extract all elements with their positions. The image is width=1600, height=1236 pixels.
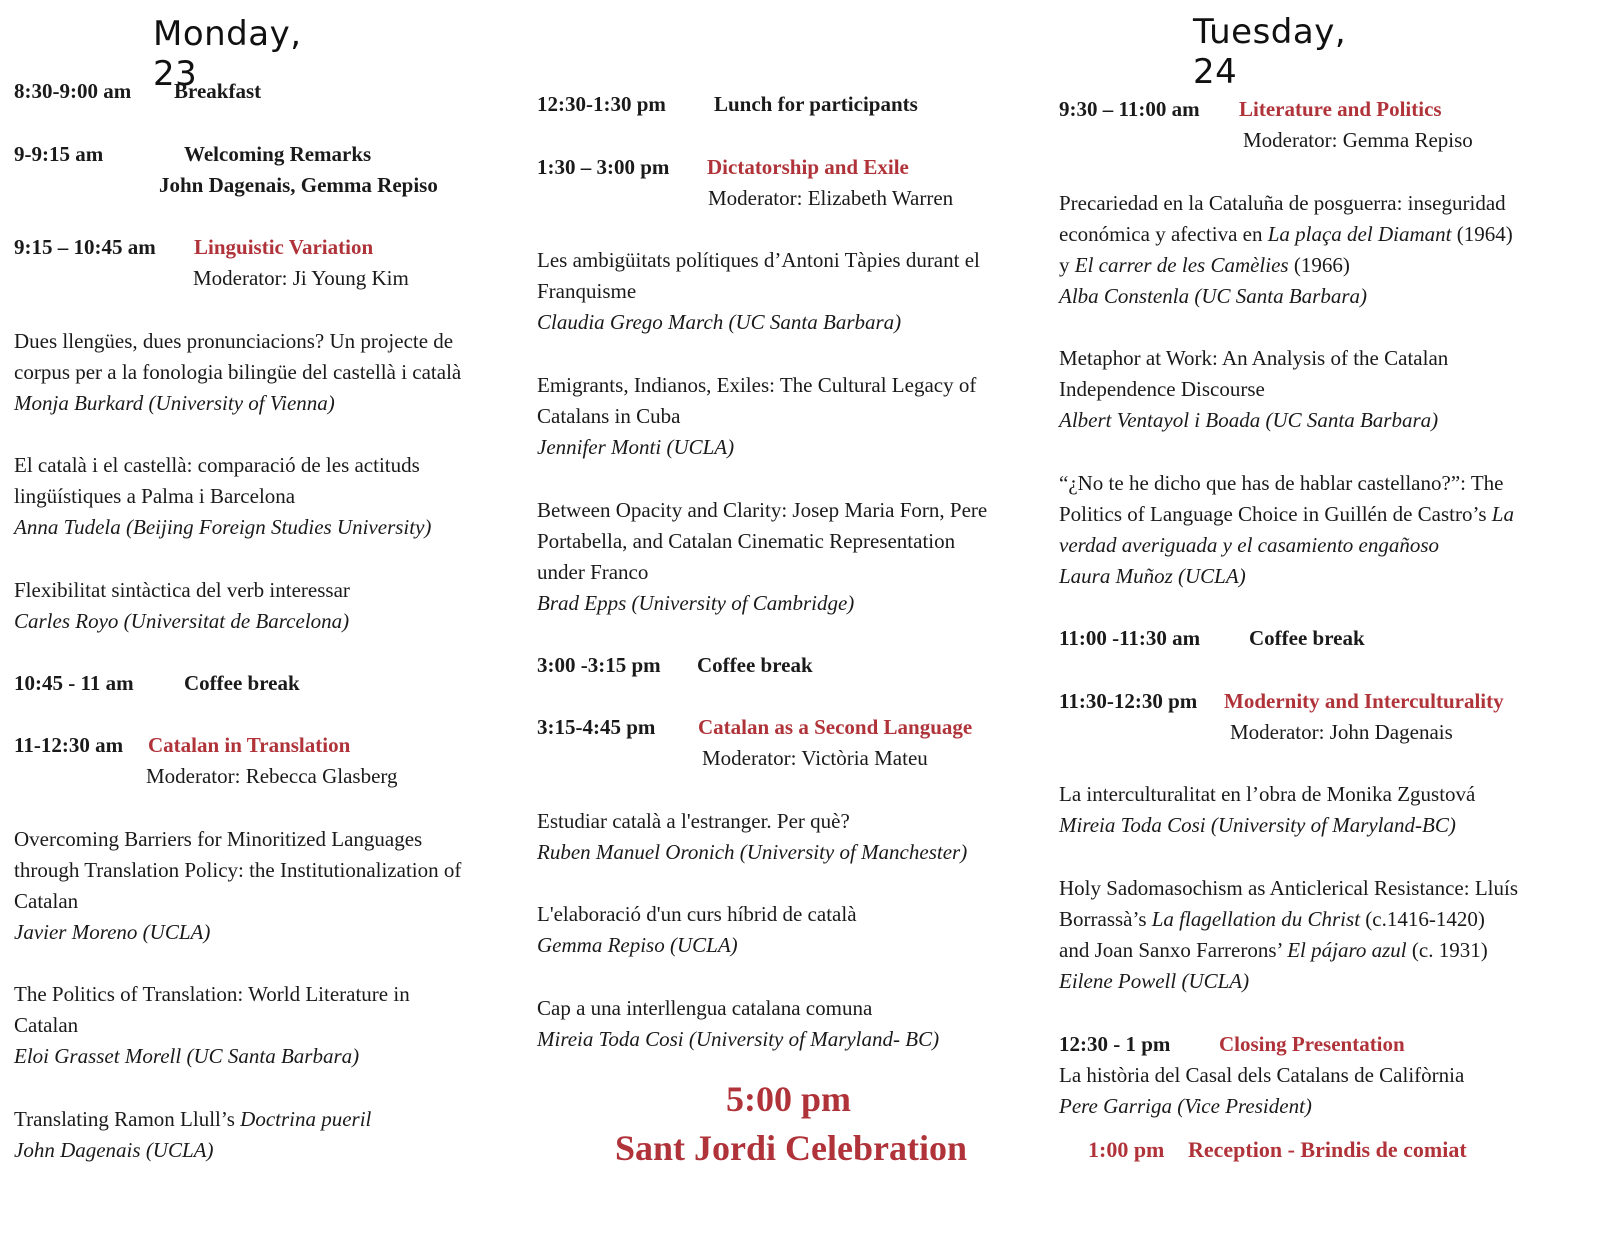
session-time: 3:00 -3:15 pm	[537, 653, 661, 677]
paper-author: Albert Ventayol i Boada (UC Santa Barbara)	[1059, 408, 1439, 432]
paper-title: y El carrer de les Camèlies (1966)	[1059, 253, 1350, 277]
session-time: 1:30 – 3:00 pm	[537, 155, 670, 179]
session-label: Welcoming Remarks	[184, 142, 372, 166]
paper-title: Between Opacity and Clarity: Josep Maria Forn, Pere	[537, 498, 988, 522]
session-moderator: Moderator: Rebecca Glasberg	[146, 764, 398, 788]
paper-title: Politics of Language Choice in Guillén de Castro’s La	[1059, 502, 1514, 526]
paper-title: Flexibilitat sintàctica del verb interessar	[14, 578, 350, 602]
session-title: Literature and Politics	[1239, 97, 1442, 121]
session-moderator: Moderator: John Dagenais	[1230, 720, 1453, 744]
session-time: 8:30-9:00 am	[14, 79, 132, 103]
session-time: 10:45 - 11 am	[14, 671, 134, 695]
session-title: Closing Presentation	[1219, 1032, 1405, 1056]
paper-title: Les ambigüitats polítiques d’Antoni Tàpies durant el	[537, 248, 980, 272]
session-time: 9:30 – 11:00 am	[1059, 97, 1200, 121]
paper-title: Independence Discourse	[1059, 377, 1265, 401]
day-heading-monday: Monday, 23	[153, 14, 302, 94]
day-heading-tuesday: Tuesday, 24	[1193, 12, 1347, 92]
paper-author: Gemma Repiso (UCLA)	[537, 933, 738, 957]
paper-author: Javier Moreno (UCLA)	[14, 920, 211, 944]
paper-author: Eilene Powell (UCLA)	[1059, 969, 1250, 993]
session-moderator: Moderator: Victòria Mateu	[702, 746, 928, 770]
reception-time: 1:00 pm	[1088, 1137, 1165, 1162]
session-time: 11:30-12:30 pm	[1059, 689, 1198, 713]
paper-author: Brad Epps (University of Cambridge)	[537, 591, 855, 615]
paper-title: Holy Sadomasochism as Anticlerical Resistance: Lluís	[1059, 876, 1518, 900]
session-time: 12:30 - 1 pm	[1059, 1032, 1171, 1056]
session-moderator: Moderator: Gemma Repiso	[1243, 128, 1473, 152]
paper-author: Jennifer Monti (UCLA)	[537, 435, 735, 459]
paper-title: La història del Casal dels Catalans de Califòrnia	[1059, 1063, 1465, 1087]
paper-title: Catalan	[14, 1013, 79, 1037]
paper-title: lingüístiques a Palma i Barcelona	[14, 484, 296, 508]
session-title: Linguistic Variation	[194, 235, 374, 259]
session-time: 11-12:30 am	[14, 733, 124, 757]
paper-title: L'elaboració d'un curs híbrid de català	[537, 902, 857, 926]
paper-author: Anna Tudela (Beijing Foreign Studies University)	[14, 515, 432, 539]
session-time: 3:15-4:45 pm	[537, 715, 656, 739]
session-label: Coffee break	[184, 671, 300, 695]
paper-title: and Joan Sanxo Farrerons’ El pájaro azul (c. 1931)	[1059, 938, 1488, 962]
session-label: Coffee break	[1249, 626, 1365, 650]
paper-author: Mireia Toda Cosi (University of Maryland-BC)	[1059, 813, 1456, 837]
paper-author: Monja Burkard (University of Vienna)	[14, 391, 335, 415]
session-title: Catalan as a Second Language	[698, 715, 973, 739]
session-time: 11:00 -11:30 am	[1059, 626, 1201, 650]
session-title: Modernity and Interculturality	[1224, 689, 1504, 713]
paper-author: Laura Muñoz (UCLA)	[1059, 564, 1246, 588]
session-time: 12:30-1:30 pm	[537, 92, 666, 116]
celebration-time: 5:00 pm	[726, 1079, 851, 1119]
paper-title: verdad averiguada y el casamiento engañoso	[1059, 533, 1440, 557]
paper-author: John Dagenais (UCLA)	[14, 1138, 214, 1162]
paper-author: Carles Royo (Universitat de Barcelona)	[14, 609, 350, 633]
session-time: 9:15 – 10:45 am	[14, 235, 156, 259]
paper-title: Metaphor at Work: An Analysis of the Catalan	[1059, 346, 1449, 370]
paper-title: Estudiar català a l'estranger. Per què?	[537, 809, 850, 833]
paper-title: Portabella, and Catalan Cinematic Representation	[537, 529, 956, 553]
session-title: Catalan in Translation	[148, 733, 351, 757]
session-moderator: Moderator: Ji Young Kim	[193, 266, 409, 290]
session-speakers: John Dagenais, Gemma Repiso	[159, 173, 438, 197]
paper-title: under Franco	[537, 560, 649, 584]
session-title: Dictatorship and Exile	[707, 155, 909, 179]
paper-title: Franquisme	[537, 279, 637, 303]
session-moderator: Moderator: Elizabeth Warren	[708, 186, 954, 210]
paper-author: Eloi Grasset Morell (UC Santa Barbara)	[14, 1044, 360, 1068]
session-label: Breakfast	[174, 79, 262, 103]
paper-author: Claudia Grego March (UC Santa Barbara)	[537, 310, 902, 334]
paper-title: Cap a una interllengua catalana comuna	[537, 996, 873, 1020]
paper-author: Ruben Manuel Oronich (University of Manchester)	[537, 840, 968, 864]
paper-author: Mireia Toda Cosi (University of Maryland- BC)	[537, 1027, 940, 1051]
session-label: Lunch for participants	[714, 92, 918, 116]
paper-title: Dues llengües, dues pronunciacions? Un projecte de	[14, 329, 454, 353]
reception-label: Reception - Brindis de comiat	[1188, 1137, 1467, 1162]
paper-title: Precariedad en la Cataluña de posguerra: inseguridad	[1059, 191, 1506, 215]
paper-title: through Translation Policy: the Institutionalization of	[14, 858, 462, 882]
session-time: 9-9:15 am	[14, 142, 104, 166]
celebration-title: Sant Jordi Celebration	[615, 1128, 968, 1168]
paper-title: corpus per a la fonologia bilingüe del castellà i català	[14, 360, 462, 384]
paper-title: Translating Ramon Llull’s Doctrina pueril	[14, 1107, 372, 1131]
paper-title: Overcoming Barriers for Minoritized Languages	[14, 827, 423, 851]
paper-title: Catalans in Cuba	[537, 404, 681, 428]
paper-title: “¿No te he dicho que has de hablar castellano?”: The	[1059, 471, 1504, 495]
paper-title: The Politics of Translation: World Literature in	[14, 982, 410, 1006]
paper-title: económica y afectiva en La plaça del Diamant (1964)	[1059, 222, 1513, 246]
paper-title: Catalan	[14, 889, 79, 913]
paper-title: La interculturalitat en l’obra de Monika Zgustová	[1059, 782, 1476, 806]
session-label: Coffee break	[697, 653, 813, 677]
paper-title: Borrassà’s La flagellation du Christ (c.1416-1420)	[1059, 907, 1485, 931]
paper-title: El català i el castellà: comparació de les actituds	[14, 453, 420, 477]
paper-author: Pere Garriga (Vice President)	[1059, 1094, 1312, 1118]
paper-title: Emigrants, Indianos, Exiles: The Cultural Legacy of	[537, 373, 977, 397]
paper-author: Alba Constenla (UC Santa Barbara)	[1059, 284, 1367, 308]
